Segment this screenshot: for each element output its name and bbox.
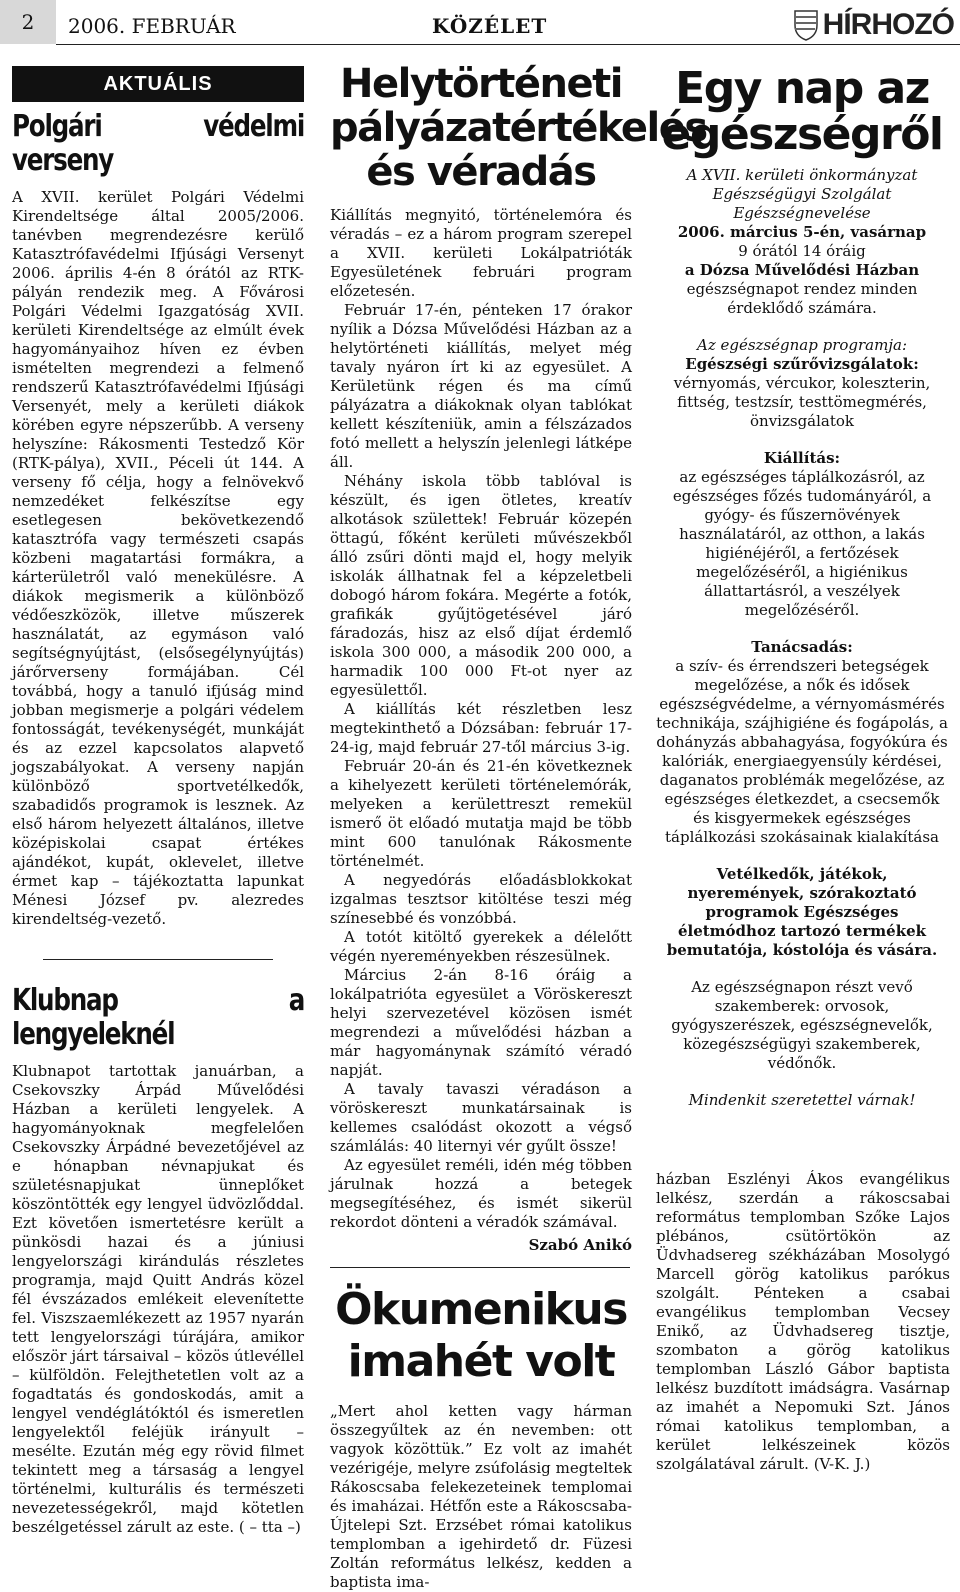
- aktualis-banner: AKTUÁLIS: [12, 66, 304, 102]
- author-signature: Szabó Anikó: [528, 1236, 632, 1254]
- exhibition-text: az egészséges táplálkozásról, az egészséges főzés tudományáról, a gyógy- és fűszernövények használatáról, az otthon, a lakás higiénéjéről, a fertőzések megelőzéséről, a higiénikus állattartásról, a veszélyek megelőzéséről.: [672, 468, 932, 619]
- closing-line: [656, 1091, 948, 1110]
- date-line: 2006. március 5-én, vasárnap: [677, 223, 927, 241]
- separator: [43, 959, 273, 960]
- program-label-text: Az egészségnap programja:: [697, 336, 907, 354]
- logo-text: HÍRHOZÓ: [822, 8, 954, 41]
- page-header: [0, 0, 960, 48]
- page-number: 2: [0, 0, 56, 44]
- column-egeszsegnap: [656, 63, 948, 1110]
- issue-date: 2006. FEBRUÁR: [68, 14, 236, 38]
- article-body-polgari: A XVII. kerület Polgári Védelmi Kirendeltsége által 2005/2006. tanévben megrendezésre kerülő Katasztrófavédelmi Ifjúsági Versenyt 2006. április 4-én 8 órától az RTK-pályán rendezik meg. A Fővárosi Polgári Védelmi Igazgatóság XVII. kerületi Kirendeltsége az elmúlt évek hagyományaihoz híven ez évben ismételten megrendezi a felmenő rendszerű Katasztrófavédelmi Ifjúsági Versenyét, mely a kerületi diákok körében egyre népszerűbb. A verseny helyszíne: Rákosmenti Testedző Kör (RTK-pálya), XVII., Péceli út 144. A verseny fő célja, hogy a felnövekvő nemzedéket felkészítse egy esetlegesen bekövetkezendő katasztrófa vagy természeti csapás közbeni magatartási formákra, a kárterületről való menekülésre. A diákok megismerik a különböző védőeszközök, illetve műszerek használatát, az egymáson való segítségnyújtást, (elsősegélynyújtás) járőrverseny formájában. Cél továbbá, hogy a tanuló ifjúság mind jobban megismerje a polgári védelem fontosságát, tevékenységét, munkáját és az ezzel kapcsolatos alapvető jogszabályokat. A verseny napján különböző sportvetélkedők, szabadidős programok is lesznek. Az első három helyezett általános, illetve középiskolai csapat értékes ajándékot, kupát, oklevelet, illetve érmet kap – tájékoztatta lapunkat Ménesi József pv. alezredes kirendeltség-vezető.: [12, 188, 304, 928]
- paragraph: Néhány iskola több tablóval is készült, és igen ötletes, kreatív alkotások születtek! Február közepén öttagú, főként kerületi művészekből álló zsűri dönti majd el, hogy melyik iskolák állhatnak fel a képzeletbeli dobogó három fokára. Megérte a fotók, grafikák gyűjtögetésével járó fáradozás, hisz az első díjat érdemlő iskola 300 000, a második 200 000, a harmadik 100 000 Ft-ot nyer az egyesülettől.: [330, 472, 632, 699]
- event-venue: [656, 261, 948, 280]
- intro-text: A XVII. kerületi önkormányzat Egészségügyi Szolgálat Egészségnevelése: [686, 166, 918, 222]
- article-title-okumenikus: Ökumenikus imahét volt: [335, 1284, 627, 1387]
- paragraph: Február 20-án és 21-én következnek a kihelyezett kerületi történelemórák, melyeken a kerülettreszt remekül ismerő öt előadó mutatja majd be több mint 600 tanulónak Rákosmente történelmét.: [330, 757, 632, 870]
- closing-text: Mindenkit szeretettel várnak!: [688, 1091, 916, 1109]
- paragraph: A tavaly tavaszi véradáson a vöröskereszt munkatársainak is kellemes csalódást okozott a végső számlálás: 40 liternyi vér gyűlt össze!: [330, 1080, 632, 1155]
- screening-text: vérnyomás, vércukor, koleszterin, fittség, testzsír, testtömegmérés, önvizsgálatok: [673, 374, 931, 430]
- paragraph: A negyedórás előadásblokkokat izgalmas tesztsor kitöltése teszi még színesebbé és vonzóbbá.: [330, 871, 632, 927]
- column-helytorteneti: [330, 61, 707, 1592]
- paragraph: A kiállítás két részletben lesz megtekinthető a Dózsában: február 17-24-ig, majd február 27-től március 3-ig.: [330, 700, 632, 756]
- paragraph: A totót kitöltő gyerekek a délelőtt végén nyereményekben részesülnek.: [330, 928, 632, 965]
- program-label: [656, 336, 948, 355]
- games-text: [656, 865, 948, 960]
- intro-tail: egészségnapot rendez minden érdeklődő számára.: [686, 280, 918, 317]
- experts-text: Az egészségnapon részt vevő szakemberek: orvosok, gyógyszerészek, egészségnevelők, közegészségügyi szakemberek, védőnők.: [671, 978, 933, 1072]
- article-body-klubnap: Klubnapot tartottak januárban, a Csekovszky Árpád Művelődési Házban a kerületi lengyelek. A hagyományoknak megfelelően Csekovszky Árpádné bevezetőjével az e hónapban névnapjukat és születésnapjukat ünneplőket köszöntötték egy lengyel üdvözlőddal. Ezt követően ismertetésre került a pünkösdi hazai és a júniusi lengyelországi kirándulás részletes programja, majd Quitt András közel fél évszázados emlékeit elevenítette fel. Viszszaemlékezett az 1957 nyarán tett lengyelországi túrájára, amikor először járt társaival – közös útlevéllel – külföldön. Felejthetetlen volt az a fogadtatás és gondoskodás, amit a lengyel vendéglátóktól és ismeretlen lengyelektől feléjük irányult – mesélte. Ezután még egy rövid filmet tekintett meg a társaság a lengyel történelmi, kulturális és természeti nevezetességekről, majd kötetlen beszélgetéssel zárult az este. ( – tta –): [12, 1062, 304, 1536]
- crest-icon: [793, 9, 819, 41]
- screening-label: [656, 355, 948, 374]
- paragraph: Az egyesület reméli, idén még többen járulnak hozzá a betegek megsegítéséhez, és ismét sikerül rekordot dönteni a véradók számával.: [330, 1156, 632, 1231]
- venue-text: a Dózsa Művelődési Házban: [684, 261, 920, 279]
- advice-text: a szív- és érrendszeri betegségek megelőzése, a nők és idősek egészségvédelme, a vérnyomásmérés technikája, szájhigiéne és fogápolás, a dohányzás abbahagyása, fogyókúra és kalóriák, energiaegyensúly kérdései, daganatos problémák megelőzése, az egészséges életkezdet, a csecsemők és kisgyermekek egészséges táplálkozási szokásainak kialakítása: [656, 657, 948, 846]
- section-title: KÖZÉLET: [432, 14, 548, 38]
- column-okumenikus-continuation: [656, 1170, 950, 1474]
- publication-logo: [793, 8, 954, 42]
- article-body-okumenikus-cont: házban Eszlényi Ákos evangélikus lelkész, szerdán a rákoscsabai református templomban Szőke Lajos plébános, csütörtökön az Üdvhadsereg székházában Mosolygó Marcell görög katolikus parókus szolgált. Pénteken a csabai evangélikus templomban Vecsey Enikő, az Üdvhadsereg tisztje, szombaton a görög katolikus templomban László Gábor baptista lelkész buzdított imádságra. Vasárnap az imahét a Nepomuki Szt. János római katolikus templomban, a kerület lelkészeinek közös szolgálatával zárult. (V-K. J.): [656, 1170, 950, 1473]
- article-body-okumenikus: „Mert ahol ketten vagy hárman összegyűltek az én nevemben: ott vagyok közöttük.” Ez volt az imahét vezérigéje, melyre zsúfolásig megteltek Rákoscsaba felekezeteinek templomai és imaházai. Hétfőn este a Rákoscsaba-Újtelepi Szt. Erzsébet római katolikus templomban a igehirdető dr. Füzesi Zoltán református lelkész, kedden a baptista ima-: [330, 1402, 632, 1591]
- article-title-egeszsegnap: Egy nap az egészségről: [661, 63, 943, 160]
- exhibition-label-text: Kiállítás:: [763, 449, 841, 467]
- article-title-polgari: Polgári védelmi verseny: [12, 109, 305, 178]
- intro-italic: [656, 166, 948, 223]
- separator: [330, 1267, 630, 1268]
- article-title-klubnap: Klubnap a lengyeleknél: [12, 983, 305, 1052]
- exhibition-label: [656, 449, 948, 468]
- header-rule: [56, 44, 960, 45]
- paragraph: Kiállítás megnyitó, történelemóra és véradás – ez a három program szerepel a XVII. kerületi Lokálpatrióták Egyesületének februári program előzetesén.: [330, 206, 632, 300]
- screening-label-text: Egészségi szűrővizsgálatok:: [685, 355, 919, 373]
- column-aktualis: [12, 66, 304, 1537]
- games-text-bold: Vetélkedők, játékok, nyeremények, szórakoztató programok Egészséges életmódhoz tartozó termékek bemutatója, kóstolója és vására.: [666, 865, 938, 959]
- article-title-helytorteneti: Helytörténeti pályázatértékelés és véradás: [330, 61, 707, 195]
- event-date: [656, 223, 948, 242]
- advice-label-text: Tanácsadás:: [751, 638, 853, 656]
- advice-label: [656, 638, 948, 657]
- paragraph: Március 2-án 8-16 óráig a lokálpatrióta egyesület a Vöröskereszt helyi szervezetével közösen ismét megrendezi a művelődési házban a már hagyománynak számító véradó napját.: [330, 966, 632, 1079]
- event-time: 9 órától 14 óráig: [738, 242, 866, 260]
- paragraph: Február 17-én, pénteken 17 órakor nyílik a Dózsa Művelődési Házban az a helytörténeti kiállítás, melyet még tavaly nyáron írt ki az egyesület. A Kerületünk régen és ma című pályázatra a diákoknak olyan tablókat kellett készíteniük, amin a félszázados fotó mellett a helyszín jelenlegi látképe áll.: [330, 301, 632, 471]
